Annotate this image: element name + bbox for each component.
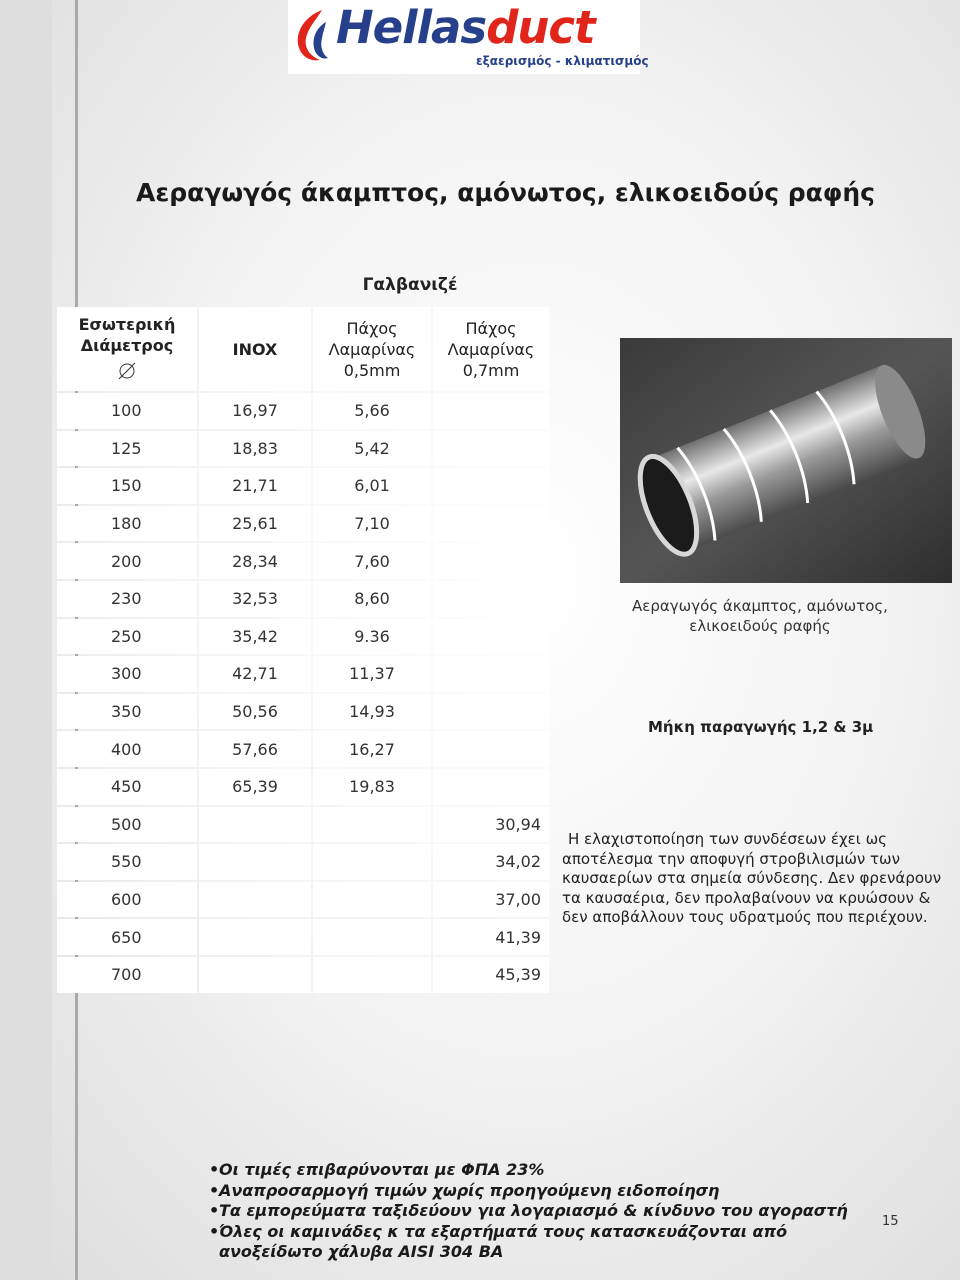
cell-thickness-07 bbox=[433, 656, 549, 692]
table-row bbox=[57, 957, 549, 993]
table-row bbox=[57, 694, 549, 730]
cell-inox bbox=[199, 844, 311, 880]
cell-thickness-05: 19,83 bbox=[313, 769, 431, 805]
cell-thickness-07 bbox=[433, 694, 549, 730]
cell-inox bbox=[199, 882, 311, 918]
table-row bbox=[57, 393, 549, 429]
cell-thickness-07 bbox=[433, 543, 549, 579]
logo-word-duct: duct bbox=[486, 1, 595, 54]
cell-thickness-05: 7,60 bbox=[313, 543, 431, 579]
cell-thickness-07: 45,39 bbox=[433, 957, 549, 993]
table-row bbox=[57, 581, 549, 617]
table-row bbox=[57, 882, 549, 918]
cell-inox bbox=[199, 807, 311, 843]
table-row bbox=[57, 619, 549, 655]
company-logo bbox=[288, 0, 649, 74]
note-item: • Όλες οι καμινάδες κ τα εξαρτήματά τους κατασκευάζονται από ανοξείδωτο χάλυβα AISI 304 BA bbox=[210, 1222, 850, 1263]
page-title: Αεραγωγός άκαμπτος, αμόνωτος, ελικοειδούς ραφής bbox=[136, 178, 875, 207]
cell-inox bbox=[199, 957, 311, 993]
header-thickness-07: Πάχος Λαμαρίνας 0,7mm bbox=[433, 307, 549, 391]
cell-inox: 28,34 bbox=[199, 543, 311, 579]
cell-diameter: 400 bbox=[57, 731, 197, 767]
cell-inox: 16,97 bbox=[199, 393, 311, 429]
table-row bbox=[57, 656, 549, 692]
table-row bbox=[57, 431, 549, 467]
cell-thickness-05 bbox=[313, 957, 431, 993]
cell-thickness-05: 16,27 bbox=[313, 731, 431, 767]
cell-inox bbox=[199, 919, 311, 955]
diameter-icon bbox=[118, 362, 136, 380]
note-item: • Αναπροσαρμογή τιμών χωρίς προηγούμενη ειδοποίηση bbox=[210, 1181, 850, 1202]
cell-thickness-07: 34,02 bbox=[433, 844, 549, 880]
cell-thickness-07 bbox=[433, 769, 549, 805]
logo-flame-icon bbox=[292, 6, 332, 64]
cell-diameter: 700 bbox=[57, 957, 197, 993]
cell-thickness-07 bbox=[433, 431, 549, 467]
cell-thickness-07 bbox=[433, 731, 549, 767]
table-header-row bbox=[57, 307, 549, 391]
cell-inox: 25,61 bbox=[199, 506, 311, 542]
cell-diameter: 500 bbox=[57, 807, 197, 843]
cell-thickness-05: 5,42 bbox=[313, 431, 431, 467]
table-row bbox=[57, 844, 549, 880]
cell-diameter: 200 bbox=[57, 543, 197, 579]
cell-thickness-05: 5,66 bbox=[313, 393, 431, 429]
cell-diameter: 350 bbox=[57, 694, 197, 730]
cell-inox: 50,56 bbox=[199, 694, 311, 730]
cell-diameter: 650 bbox=[57, 919, 197, 955]
cell-thickness-05 bbox=[313, 882, 431, 918]
price-table bbox=[55, 305, 551, 995]
cell-thickness-05: 9.36 bbox=[313, 619, 431, 655]
cell-thickness-07 bbox=[433, 468, 549, 504]
table-row bbox=[57, 919, 549, 955]
photo-caption: Αεραγωγός άκαμπτος, αμόνωτος, ελικοειδούς ραφής bbox=[632, 597, 888, 635]
table-row bbox=[57, 807, 549, 843]
cell-diameter: 180 bbox=[57, 506, 197, 542]
cell-diameter: 100 bbox=[57, 393, 197, 429]
table-row bbox=[57, 468, 549, 504]
cell-thickness-05: 11,37 bbox=[313, 656, 431, 692]
cell-thickness-05 bbox=[313, 807, 431, 843]
product-description: Η ελαχιστοποίηση των συνδέσεων έχει ως αποτέλεσμα την αποφυγή στροβιλισμών των καυσαερίων στα σημεία σύνδεσης. Δεν φρενάρουν τα καυσαέρια, δεν προλαβαίνουν να κρυώσουν & δεν αποβάλλουν τους υδρατμούς που περιέχουν. bbox=[562, 830, 942, 926]
cell-thickness-05: 7,10 bbox=[313, 506, 431, 542]
cell-inox: 65,39 bbox=[199, 769, 311, 805]
cell-thickness-07 bbox=[433, 619, 549, 655]
cell-diameter: 600 bbox=[57, 882, 197, 918]
cell-thickness-07 bbox=[433, 581, 549, 617]
notes-list bbox=[210, 1160, 850, 1263]
production-lengths: Μήκη παραγωγής 1,2 & 3μ bbox=[648, 718, 874, 736]
galvanized-group-header: Γαλβανιζέ bbox=[362, 275, 458, 295]
cell-thickness-07: 37,00 bbox=[433, 882, 549, 918]
header-diameter-label: Εσωτερική Διάμετρος bbox=[78, 314, 176, 355]
left-decorative-strip bbox=[0, 0, 52, 1280]
cell-inox: 32,53 bbox=[199, 581, 311, 617]
cell-thickness-05: 6,01 bbox=[313, 468, 431, 504]
cell-thickness-07 bbox=[433, 506, 549, 542]
header-thickness-05: Πάχος Λαμαρίνας 0,5mm bbox=[313, 307, 431, 391]
cell-thickness-05 bbox=[313, 919, 431, 955]
cell-diameter: 125 bbox=[57, 431, 197, 467]
table-row bbox=[57, 769, 549, 805]
cell-diameter: 550 bbox=[57, 844, 197, 880]
note-item: • Οι τιμές επιβαρύνονται με ΦΠΑ 23% bbox=[210, 1160, 850, 1181]
cell-thickness-07 bbox=[433, 393, 549, 429]
cell-inox: 42,71 bbox=[199, 656, 311, 692]
cell-thickness-05: 14,93 bbox=[313, 694, 431, 730]
page-number: 15 bbox=[882, 1214, 899, 1229]
cell-diameter: 150 bbox=[57, 468, 197, 504]
cell-inox: 57,66 bbox=[199, 731, 311, 767]
cell-diameter: 230 bbox=[57, 581, 197, 617]
cell-diameter: 450 bbox=[57, 769, 197, 805]
logo-word-hellas: Hellas bbox=[336, 1, 487, 54]
duct-photo bbox=[620, 338, 952, 583]
table-row bbox=[57, 543, 549, 579]
logo-wordmark bbox=[336, 0, 595, 58]
cell-diameter: 250 bbox=[57, 619, 197, 655]
table-row bbox=[57, 506, 549, 542]
cell-thickness-05 bbox=[313, 844, 431, 880]
cell-thickness-07: 41,39 bbox=[433, 919, 549, 955]
cell-diameter: 300 bbox=[57, 656, 197, 692]
cell-inox: 21,71 bbox=[199, 468, 311, 504]
cell-thickness-07: 30,94 bbox=[433, 807, 549, 843]
logo-tagline: εξαερισμός - κλιματισμός bbox=[476, 54, 649, 68]
cell-thickness-05: 8,60 bbox=[313, 581, 431, 617]
table-row bbox=[57, 731, 549, 767]
header-diameter bbox=[57, 307, 197, 391]
cell-inox: 35,42 bbox=[199, 619, 311, 655]
note-item: • Τα εμπορεύματα ταξιδεύουν για λογαριασμό & κίνδυνο του αγοραστή bbox=[210, 1201, 850, 1222]
header-inox: INOX bbox=[199, 307, 311, 391]
cell-inox: 18,83 bbox=[199, 431, 311, 467]
